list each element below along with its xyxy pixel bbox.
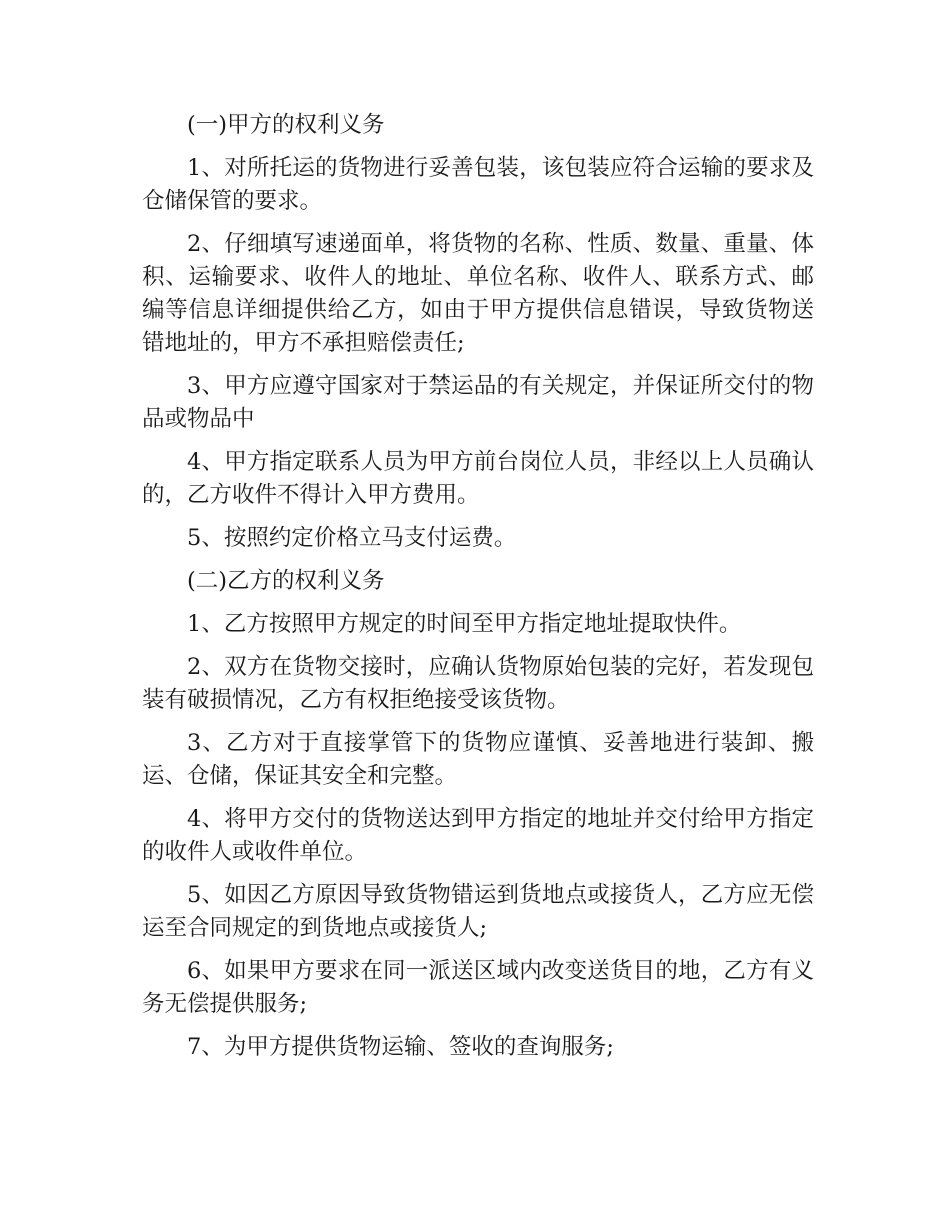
paragraph-a2: 2、仔细填写速递面单，将货物的名称、性质、数量、重量、体积、运输要求、收件人的地址、单位名称、收件人、联系方式、邮编等信息详细提供给乙方，如由于甲方提供信息错误，导致货物送错地址的，甲方不承担赔偿责任; [142,231,814,356]
paragraph-b1: 1、乙方按照甲方规定的时间至甲方指定地址提取快件。 [187,611,742,637]
paragraph-a4: 4、甲方指定联系人员为甲方前台岗位人员，非经以上人员确认的，乙方收件不得计入甲方费用。 [142,449,814,508]
section-heading-party-a: (一)甲方的权利义务 [187,112,385,138]
paragraph-a3: 3、甲方应遵守国家对于禁运品的有关规定，并保证所交付的物品或物品中 [142,373,814,432]
paragraph-a1: 1、对所托运的货物进行妥善包装，该包装应符合运输的要求及仓储保管的要求。 [142,155,814,214]
paragraph-b3: 3、乙方对于直接掌管下的货物应谨慎、妥善地进行装卸、搬运、仓储，保证其安全和完整。 [142,730,814,789]
paragraph-b4: 4、将甲方交付的货物送达到甲方指定的地址并交付给甲方指定的收件人或收件单位。 [142,806,814,865]
paragraph-b6: 6、如果甲方要求在同一派送区域内改变送货目的地，乙方有义务无偿提供服务; [142,958,814,1017]
paragraph-b7: 7、为甲方提供货物运输、签收的查询服务; [187,1034,614,1060]
paragraph-a5: 5、按照约定价格立马支付运费。 [187,525,517,551]
section-heading-party-b: (二)乙方的权利义务 [187,568,385,594]
paragraph-b5: 5、如因乙方原因导致货物错运到货地点或接货人，乙方应无偿运至合同规定的到货地点或接货人; [142,882,814,941]
paragraph-b2: 2、双方在货物交接时，应确认货物原始包装的完好，若发现包装有破损情况，乙方有权拒绝接受该货物。 [142,654,814,713]
document-body [142,109,814,1074]
